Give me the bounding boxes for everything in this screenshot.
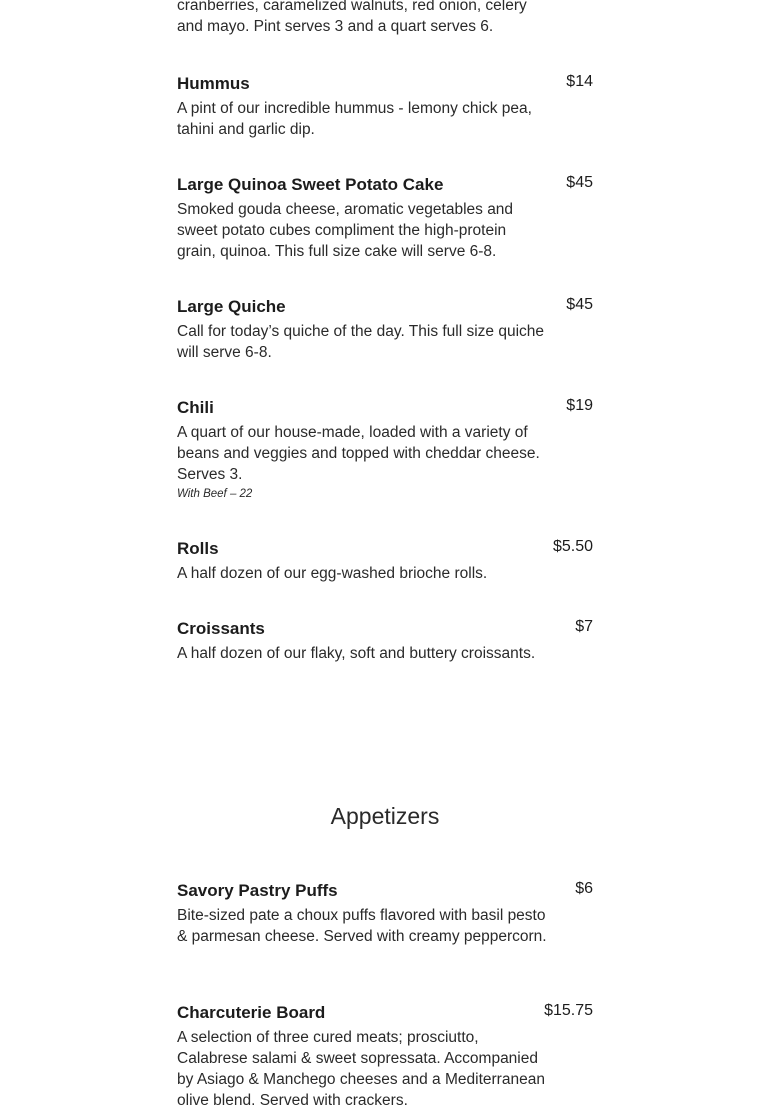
item-name: Large Quiche: [177, 297, 286, 316]
item-price: $15.75: [544, 1002, 593, 1019]
menu-item-pastry-puffs: [177, 880, 593, 947]
item-name: Charcuterie Board: [177, 1003, 326, 1022]
item-name: Rolls: [177, 539, 219, 558]
menu-item-rolls: [177, 538, 593, 584]
item-price: $5.50: [552, 538, 593, 555]
item-name: Chili: [177, 398, 214, 417]
item-description: Bite-sized pate a choux puffs flavored with basil pesto & parmesan cheese. Served with creamy peppercorn.: [177, 907, 547, 945]
item-name: Large Quinoa Sweet Potato Cake: [177, 175, 444, 194]
item-price: $14: [566, 73, 593, 90]
item-price: $45: [566, 174, 593, 191]
item-description: cranberries, caramelized walnuts, red onion, celery and mayo. Pint serves 3 and a quart serves 6.: [177, 0, 527, 35]
item-note: With Beef – 22: [177, 488, 253, 500]
menu-item-chili: [177, 397, 593, 503]
item-description: Smoked gouda cheese, aromatic vegetables and sweet potato cubes compliment the high-protein grain, quinoa. This full size cake will serve 6-8.: [177, 201, 514, 260]
item-description: A half dozen of our egg-washed brioche rolls.: [177, 565, 488, 582]
item-description: A quart of our house-made, loaded with a variety of beans and veggies and topped with cheddar cheese. Serves 3.: [177, 424, 540, 483]
item-price: $6: [575, 880, 593, 897]
section-title-appetizers: Appetizers: [330, 803, 440, 829]
item-name: Hummus: [177, 74, 250, 93]
item-price: $45: [566, 296, 593, 313]
item-name: Savory Pastry Puffs: [177, 881, 338, 900]
item-price: $19: [566, 397, 593, 414]
menu-item-charcuterie: [177, 1002, 593, 1111]
item-name: Croissants: [177, 619, 265, 638]
menu-item-partial: [177, 0, 593, 37]
item-description: A selection of three cured meats; prosciutto, Calabrese salami & sweet sopressata. Accompanied by Asiago & Manchego cheeses and a Mediterranean olive blend. Served with crackers.: [177, 1029, 545, 1109]
item-price: $7: [575, 618, 593, 635]
item-description: A pint of our incredible hummus - lemony chick pea, tahini and garlic dip.: [177, 100, 532, 138]
menu-item-croissants: [177, 618, 593, 664]
menu-item-hummus: [177, 73, 593, 140]
item-description: Call for today’s quiche of the day. This full size quiche will serve 6-8.: [177, 323, 545, 361]
menu-item-quinoa-cake: [177, 174, 593, 262]
item-description: A half dozen of our flaky, soft and buttery croissants.: [177, 645, 536, 662]
menu-item-quiche: [177, 296, 593, 363]
